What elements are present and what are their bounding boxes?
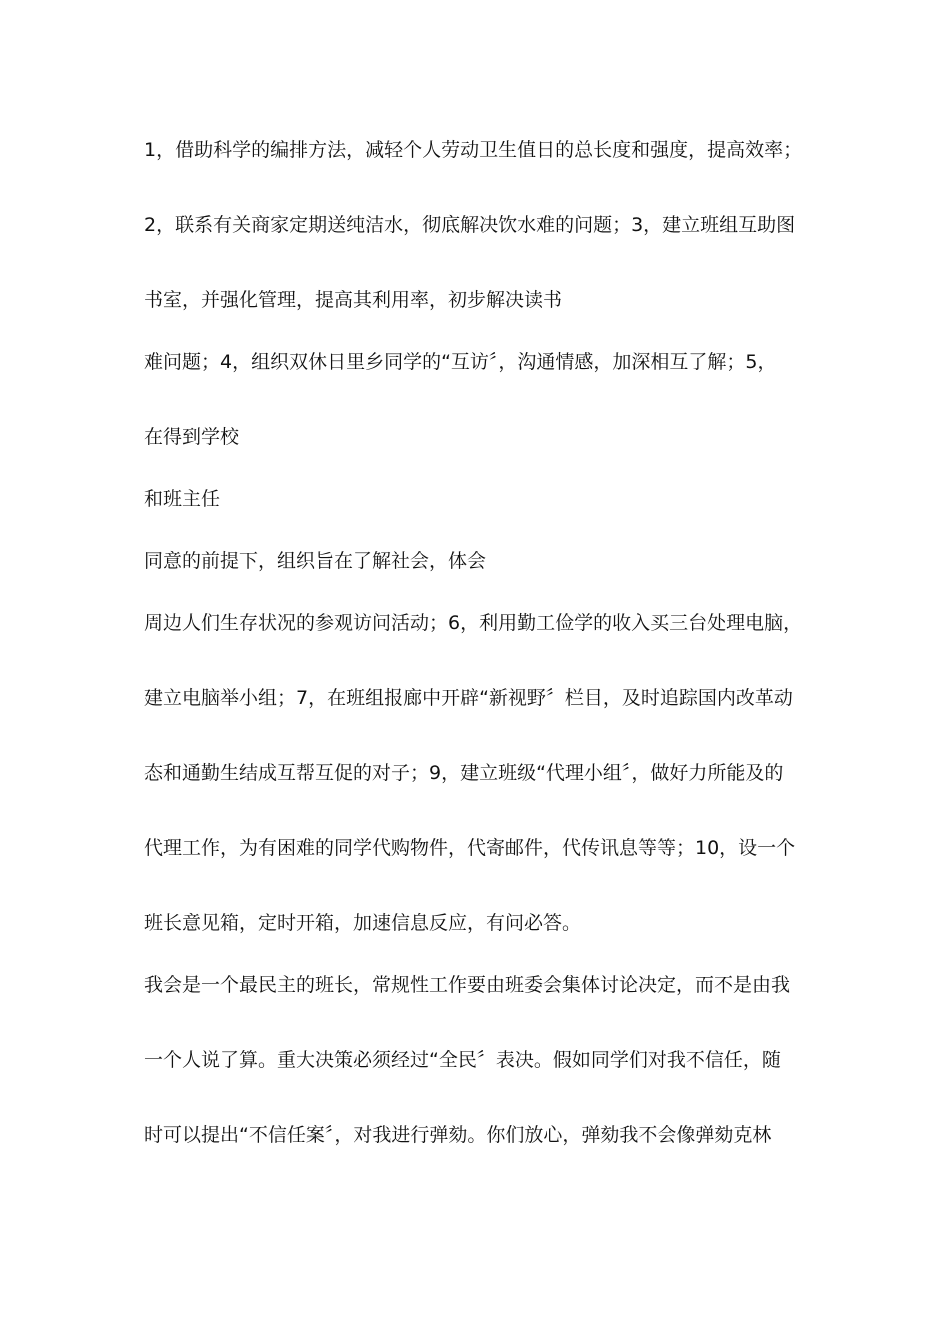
text-line-13: 我会是一个最民主的班长，常规性工作要由班委会集体讨论决定，而不是由我 bbox=[144, 974, 791, 996]
text-line-14: 一个人说了算。重大决策必须经过“全民〞表决。假如同学们对我不信任，随 bbox=[144, 1049, 781, 1071]
text-line-1: 1，借助科学的编排方法，减轻个人劳动卫生值日的总长度和强度，提高效率； bbox=[144, 139, 803, 161]
text-line-6: 和班主任 bbox=[144, 488, 221, 510]
text-line-7: 同意的前提下，组织旨在了解社会，体会 bbox=[144, 550, 487, 572]
text-line-8: 周边人们生存状况的参观访问活动；6，利用勤工俭学的收入买三台处理电脑， bbox=[144, 612, 803, 634]
text-line-4: 难问题；4，组织双休日里乡同学的“互访〞，沟通情感，加深相互了解；5， bbox=[144, 351, 777, 373]
text-line-9: 建立电脑举小组；7，在班组报廊中开辟“新视野〞栏目，及时追踪国内改革动 bbox=[144, 687, 793, 709]
text-line-12: 班长意见箱，定时开箱，加速信息反应，有问必答。 bbox=[144, 912, 582, 934]
text-line-3: 书室，并强化管理，提高其利用率，初步解决读书 bbox=[144, 289, 563, 311]
text-line-11: 代理工作，为有困难的同学代购物件，代寄邮件，代传讯息等等；10，设一个 bbox=[144, 837, 796, 859]
text-line-5: 在得到学校 bbox=[144, 426, 240, 448]
text-line-15: 时可以提出“不信任案〞，对我进行弹劾。你们放心，弹劾我不会像弹劾克林 bbox=[144, 1124, 772, 1146]
text-line-10: 态和通勤生结成互帮互促的对子；9，建立班级“代理小组〞，做好力所能及的 bbox=[144, 762, 784, 784]
text-line-2: 2，联系有关商家定期送纯洁水，彻底解决饮水难的问题；3，建立班组互助图 bbox=[144, 214, 796, 236]
